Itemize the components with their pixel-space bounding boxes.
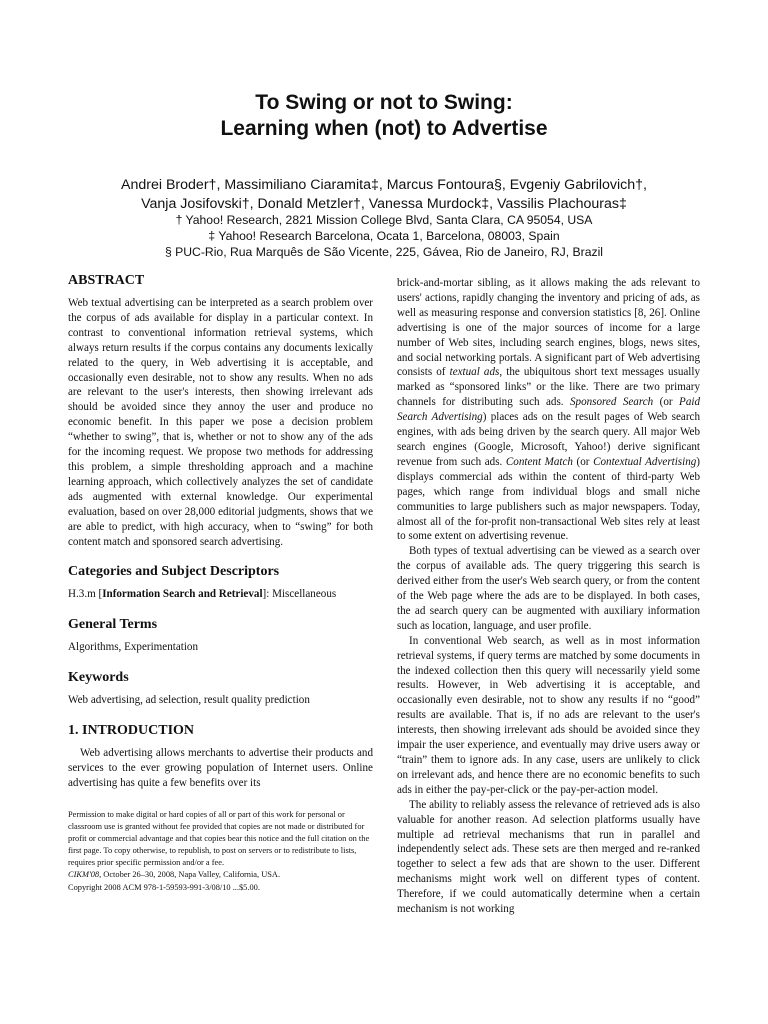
intro-paragraph-1 [397, 276, 700, 544]
categories-suffix: ]: Miscellaneous [262, 588, 337, 601]
abstract-section [68, 272, 373, 549]
categories-text [68, 587, 373, 602]
introduction-heading: 1. INTRODUCTION [68, 723, 195, 739]
title-line-2: Learning when (not) to Advertise [220, 117, 548, 140]
footnote-conference [68, 869, 373, 881]
affiliation-3: § PUC-Rio, Rua Marquês de São Vicente, 225, Gávea, Rio de Janeiro, RJ, Brazil [164, 245, 604, 259]
author-line-2: Vanja Josifovski†, Donald Metzler†, Vanessa Murdock‡, Vassilis Plachouras‡ [141, 196, 627, 212]
footnote-copyright: Copyright 2008 ACM 978-1-59593-991-3/08/10 ...$5.00. [68, 882, 260, 892]
intro-paragraph-2: Both types of textual advertising can be viewed as a search over the corpus of available ads. The query triggering this search is derived either from the user's Web search query, or from the content of the Web page where the ads are to be displayed. In both cases, the ad search query can be augmented with auxiliary information such as location, language, and user profile. [397, 545, 700, 632]
author-line-1: Andrei Broder†, Massimiliano Ciaramita‡, Marcus Fontoura§, Evgeniy Gabrilovich†, [121, 177, 647, 193]
general-terms-text: Algorithms, Experimentation [68, 641, 199, 654]
introduction-section [68, 722, 373, 791]
intro-p1-content-match: Content Match [505, 455, 573, 468]
intro-p1-a: brick-and-mortar sibling, as it allows making the ads relevant to users' actions, rapidly changing the inventory and pricing of ads, as well as measuring response and conversion statistics [8, 26]. Online advertising is one of the major sources of income for a large number of Web sites, including search engines, blogs, news sites, and social networking portals. A significant part of Web advertising consists of [397, 277, 700, 379]
intro-p1-textual-ads: textual ads [449, 366, 500, 379]
intro-paragraph-4: The ability to reliably assess the relevance of retrieved ads is also valuable for another reason. Ad selection platforms usually have multiple ad retrieval mechanisms that run in parallel and independently select ads. These sets are then merged and re-ranked together to select a few ads that are shown to the user. Different mechanisms might work well on different types of content. Therefore, if we could automatically determine when a certain mechanism is not working [397, 798, 700, 916]
keywords-text: Web advertising, ad selection, result quality prediction [68, 694, 310, 707]
affiliations [0, 212, 768, 260]
paper-title [0, 90, 768, 142]
intro-p1-contextual-advertising: Contextual Advertising [593, 455, 697, 468]
categories-section [68, 563, 373, 602]
permission-footnote [68, 809, 373, 894]
intro-p1-paid-search: Paid Search Advertising [397, 396, 700, 424]
intro-p1-e: (or [572, 455, 594, 468]
introduction-text-left: Web advertising allows merchants to advertise their products and services to the ever growing population of Internet users. Online advertising has quite a few benefits over its [68, 747, 373, 789]
left-column [68, 272, 373, 805]
affiliation-2: ‡ Yahoo! Research Barcelona, Ocata 1, Barcelona, 08003, Spain [208, 229, 560, 243]
keywords-heading: Keywords [68, 670, 129, 686]
general-terms-heading: General Terms [68, 617, 158, 633]
keywords-section [68, 669, 373, 708]
intro-paragraph-3: In conventional Web search, as well as in most information retrieval systems, if query terms are matched by some documents in the indexed collection then this query will necessarily yield some results. However, in Web advertising it is acceptable, and occasionally even desirable, not to show any results if no “good” results are available. That is, if no ads are relevant to the user's interests, then showing irrelevant ads should be avoided since they impair the user experience, and eventually may drive users away or “train” them to ignore ads. In any case, users are unlikely to click on irrelevant ads, and hence there are no economic benefits to such ads in either the pay-per-click or the pay-per-action model. [397, 634, 700, 796]
intro-p1-f: ) displays commercial ads within the content of third-party Web pages, which range from individual blogs and small niche communities to large publishers such as major newspapers. Today, almost all of the for-profit non-transactional Web sites rely at least to some extent on advertising revenue. [397, 455, 700, 543]
categories-prefix: H.3.m [ [68, 588, 103, 601]
abstract-text: Web textual advertising can be interpreted as a search problem over the corpus of ads available for display in a particular context. In contrast to conventional information retrieval systems, which always return results if the corpus contains any documents lexically related to the query, in Web advertising it is acceptable, and occasionally even desirable, not to show any results. When no ads are relevant to the user's interests, then showing irrelevant ads should be avoided since they annoy the user and produce no economic benefit. In this paper we pose a decision problem “whether to swing”, that is, whether or not to show any of the ads for the incoming request. We propose two methods for addressing this problem, a simple thresholding approach and a machine learning approach, which collectively analyzes the set of candidate ads augmented with external knowledge. Our experimental evaluation, based on over 28,000 editorial judgments, shows that we are able to predict, with high accuracy, when to “swing” for both content match and sponsored search advertising. [68, 297, 373, 548]
categories-bold: Information Search and Retrieval [102, 588, 263, 601]
intro-p1-b: , the ubiquitous short text messages usually marked as “sponsored links” or the like. There are two primary channels for distributing such ads. [397, 366, 700, 409]
conference-name: CIKM'08, [68, 870, 102, 880]
affiliation-1: † Yahoo! Research, 2821 Mission College Blvd, Santa Clara, CA 95054, USA [175, 213, 593, 227]
intro-p1-sponsored-search: Sponsored Search [569, 396, 654, 409]
author-list [0, 176, 768, 214]
footnote-text: Permission to make digital or hard copies of all or part of this work for personal or classroom use is granted without fee provided that copies are not made or distributed for profit or commercial advantage and that copies bear this notice and the full citation on the first page. To copy otherwise, to republish, to post on servers or to redistribute to lists, requires prior specific permission and/or a fee. [68, 810, 370, 868]
abstract-heading: ABSTRACT [68, 273, 145, 288]
intro-p1-d: ) places ads on the result pages of Web search engines, with ads being driven by the search query. All major Web search engines (Google, Microsoft, Yahoo!) derive significant revenue from such ads. [397, 411, 700, 468]
title-line-1: To Swing or not to Swing: [255, 91, 513, 114]
intro-p1-c: (or [653, 396, 680, 409]
right-column [397, 276, 700, 917]
general-terms-section [68, 616, 373, 655]
conference-details: October 26–30, 2008, Napa Valley, California, USA. [101, 870, 281, 880]
categories-heading: Categories and Subject Descriptors [68, 564, 280, 580]
